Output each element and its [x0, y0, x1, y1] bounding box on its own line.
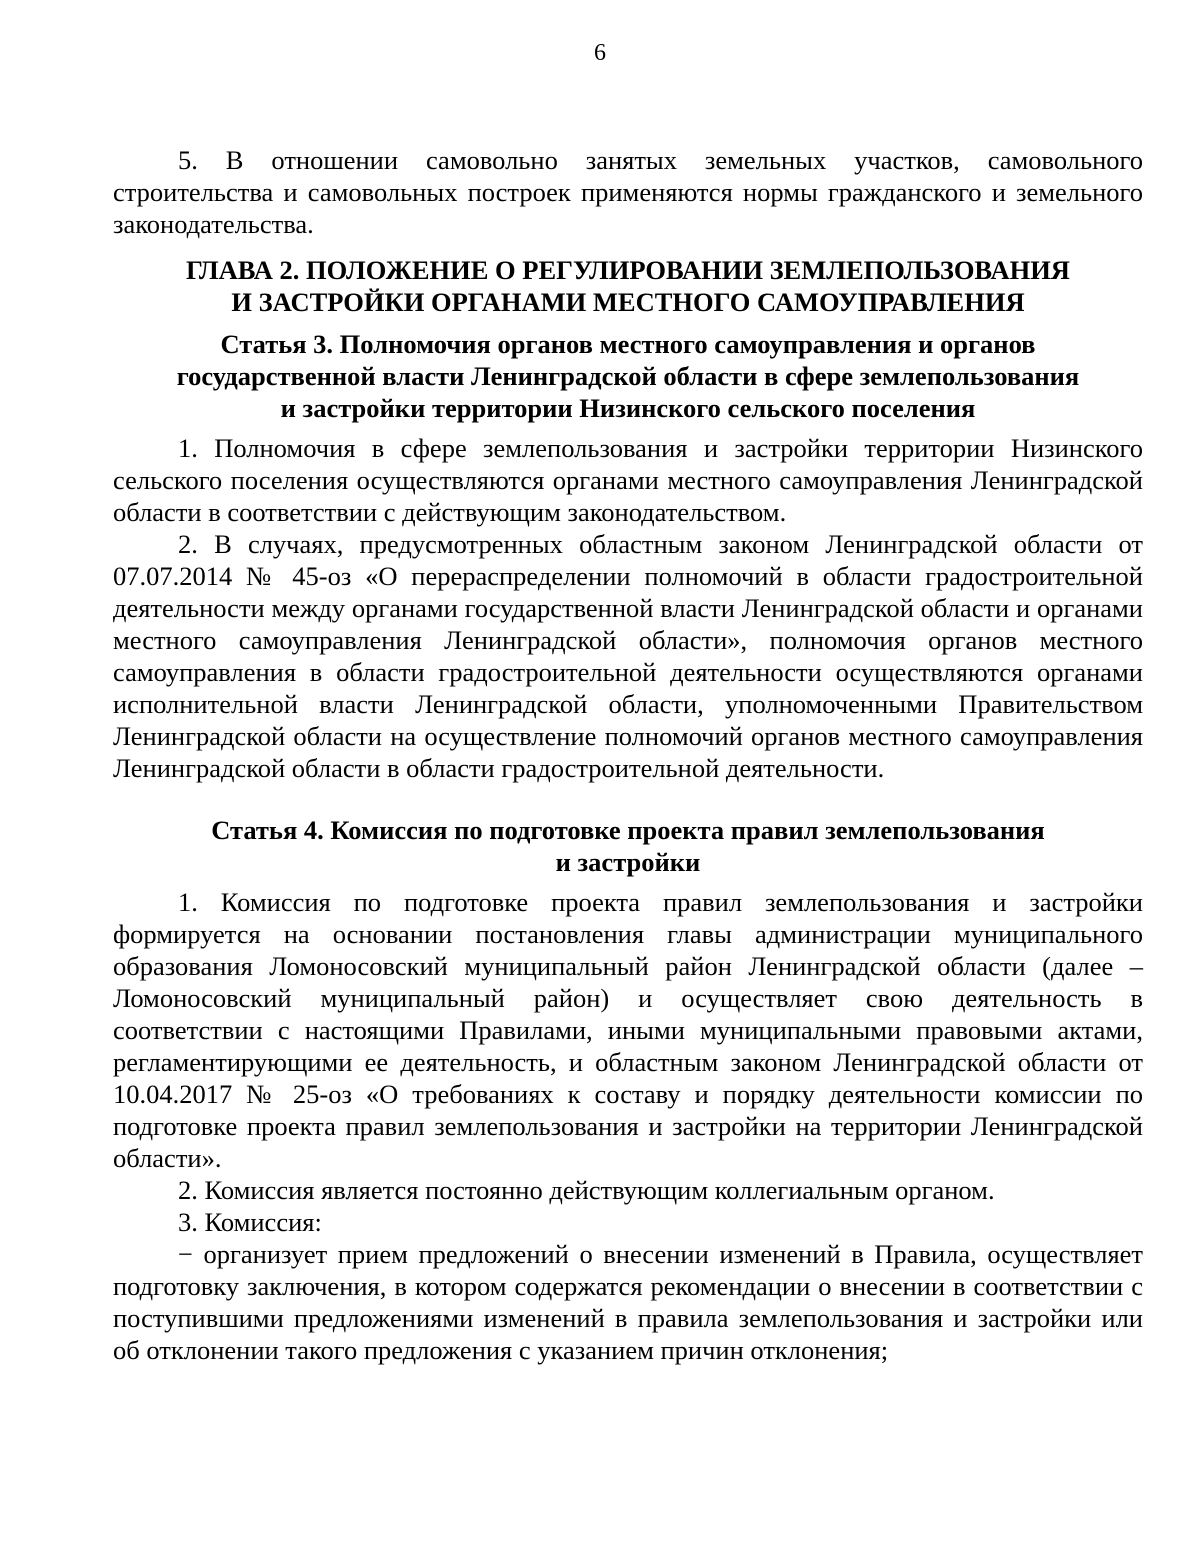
article-3-heading-line-3: и застройки территории Низинского сельского поселения	[280, 393, 976, 423]
chapter-heading	[113, 254, 1143, 318]
paragraph-5: 5. В отношении самовольно занятых земельных участков, самовольного строительства и самовольных построек применяются нормы гражданского и земельного законодательства.	[113, 145, 1143, 239]
page-number: 6	[594, 40, 606, 66]
article-4-paragraph-3: 3. Комиссия:	[178, 1207, 322, 1237]
article-4-paragraph-2: 2. Комиссия является постоянно действующим коллегиальным органом.	[178, 1175, 995, 1205]
article-4-bullet-1: − организует прием предложений о внесении изменений в Правила, осуществляет подготовку заключения, в котором содержатся рекомендации о внесении в соответствии с поступившими предложениями изменений в правила землепользования и застройки или об отклонении такого предложения с указанием причин отклонения;	[113, 1239, 1143, 1365]
chapter-heading-line-1: ГЛАВА 2. ПОЛОЖЕНИЕ О РЕГУЛИРОВАНИИ ЗЕМЛЕПОЛЬЗОВАНИЯ	[186, 255, 1070, 285]
article-3-heading	[113, 328, 1143, 424]
article-4-heading-line-1: Статья 4. Комиссия по подготовке проекта правил землепользования	[211, 815, 1045, 845]
document-body	[113, 144, 1143, 1366]
chapter-heading-line-2: И ЗАСТРОЙКИ ОРГАНАМИ МЕСТНОГО САМОУПРАВЛЕНИЯ	[231, 287, 1025, 317]
article-4-paragraph-1: 1. Комиссия по подготовке проекта правил землепользования и застройки формируется на основании постановления главы администрации муниципального образования Ломоносовский муниципальный район Ленинградской области (далее – Ломоносовский муниципальный район) и осуществляет свою деятельность в соответствии с настоящими Правилами, иными муниципальными правовыми актами, регламентирующими ее деятельность, и областным законом Ленинградской области от 10.04.2017 № 25-оз «О требованиях к составу и порядку деятельности комиссии по подготовке проекта правил землепользования и застройки на территории Ленинградской области».	[113, 887, 1143, 1173]
article-4-heading-line-2: и застройки	[555, 847, 701, 877]
article-3-paragraph-2: 2. В случаях, предусмотренных областным законом Ленинградской области от 07.07.2014 № 45-оз «О перераспределении полномочий в области градостроительной деятельности между органами государственной власти Ленинградской области и органами местного самоуправления Ленинградской области», полномочия органов местного самоуправления в области градостроительной деятельности осуществляются органами исполнительной власти Ленинградской области, уполномоченными Правительством Ленинградской области на осуществление полномочий органов местного самоуправления Ленинградской области в области градостроительной деятельности.	[113, 529, 1143, 783]
article-4-heading	[113, 814, 1143, 878]
article-3-paragraph-1: 1. Полномочия в сфере землепользования и застройки территории Низинского сельского поселения осуществляются органами местного самоуправления Ленинградской области в соответствии с действующим законодательством.	[113, 433, 1143, 527]
article-3-heading-line-2: государственной власти Ленинградской области в сфере землепользования	[176, 361, 1080, 391]
article-3-heading-line-1: Статья 3. Полномочия органов местного самоуправления и органов	[220, 329, 1036, 359]
